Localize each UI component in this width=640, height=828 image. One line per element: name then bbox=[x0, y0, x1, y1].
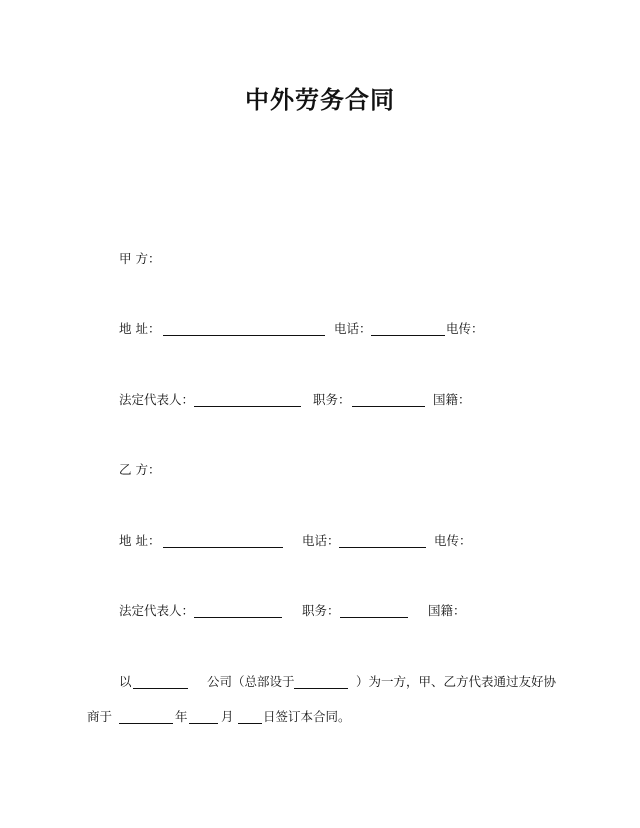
party-b-address-label: 地 址： bbox=[119, 533, 161, 548]
month-label: 月 bbox=[221, 709, 234, 724]
party-b-address-field[interactable] bbox=[163, 547, 283, 548]
party-b-rep-field[interactable] bbox=[194, 617, 282, 618]
party-a-position-field[interactable] bbox=[352, 406, 425, 407]
preamble-text-3: ）为一方，甲、乙方代表通过友好协 bbox=[356, 674, 557, 689]
day-field[interactable] bbox=[238, 723, 262, 724]
party-b-position-label: 职务： bbox=[302, 603, 340, 618]
party-a-address-row bbox=[0, 321, 640, 337]
party-a-fax-label: 电传： bbox=[446, 321, 484, 336]
company-name-field[interactable] bbox=[133, 688, 188, 689]
party-a-label: 甲 方： bbox=[119, 251, 161, 266]
party-a-phone-field[interactable] bbox=[371, 335, 445, 336]
party-a-rep-field[interactable] bbox=[194, 406, 301, 407]
preamble-text-2: 公司（总部设于 bbox=[207, 674, 295, 689]
party-a-rep-label: 法定代表人： bbox=[119, 392, 195, 407]
preamble-text-1: 以 bbox=[119, 674, 132, 689]
party-a-rep-row bbox=[0, 392, 640, 408]
party-b-phone-label: 电话： bbox=[302, 533, 340, 548]
party-a-position-label: 职务： bbox=[313, 392, 351, 407]
party-a-address-label: 地 址： bbox=[119, 321, 161, 336]
party-b-position-field[interactable] bbox=[340, 617, 408, 618]
party-b-phone-field[interactable] bbox=[339, 547, 426, 548]
month-field[interactable] bbox=[189, 723, 218, 724]
party-b-label: 乙 方： bbox=[119, 462, 161, 477]
party-b-rep-label: 法定代表人： bbox=[119, 603, 195, 618]
party-b-rep-row bbox=[0, 603, 640, 619]
party-a-nationality-label: 国籍： bbox=[433, 392, 471, 407]
preamble-line-2 bbox=[0, 709, 640, 725]
party-b-address-row bbox=[0, 533, 640, 549]
year-label: 年 bbox=[175, 709, 188, 724]
document-title: 中外劳务合同 bbox=[245, 86, 395, 114]
headquarters-field[interactable] bbox=[294, 688, 348, 689]
party-a-address-field[interactable] bbox=[163, 335, 325, 336]
party-b-fax-label: 电传： bbox=[434, 533, 472, 548]
preamble-text-4: 商于 bbox=[87, 709, 113, 724]
party-b-nationality-label: 国籍： bbox=[428, 603, 466, 618]
preamble-text-5: 日签订本合同。 bbox=[263, 709, 351, 724]
preamble-line-1 bbox=[0, 674, 640, 690]
party-a-phone-label: 电话： bbox=[334, 321, 372, 336]
year-field[interactable] bbox=[119, 723, 173, 724]
